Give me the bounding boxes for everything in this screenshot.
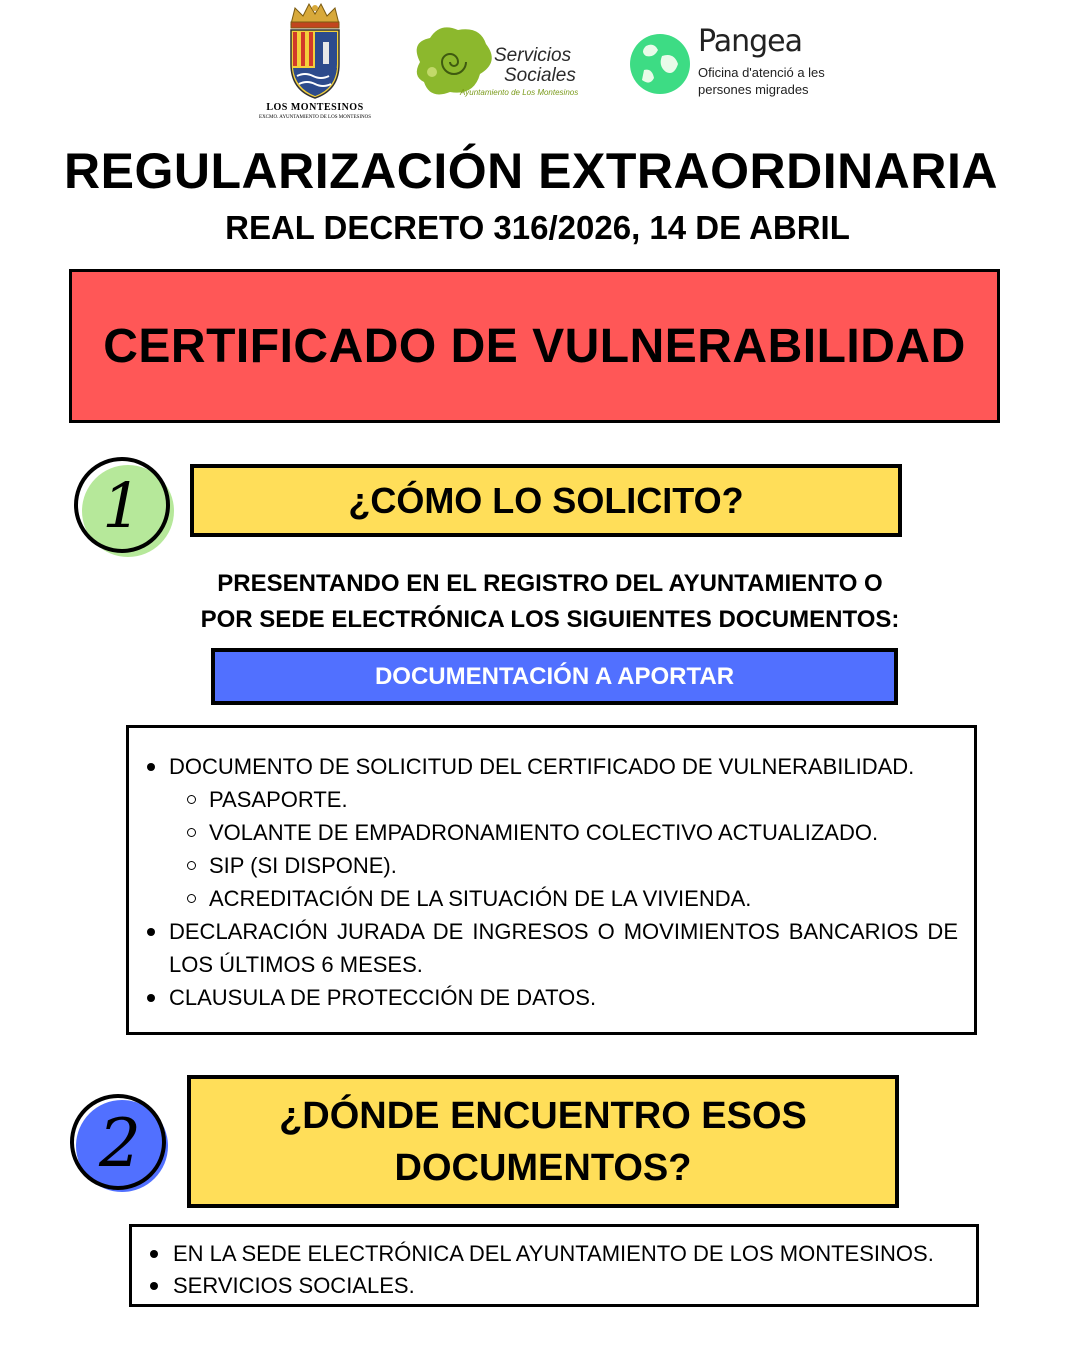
municipality-logo <box>256 2 374 126</box>
pangea-title: Pangea <box>698 24 803 59</box>
list-item: DOCUMENTO DE SOLICITUD DEL CERTIFICADO DE VULNERABILIDAD. <box>145 750 958 783</box>
municipality-name: LOS MONTESINOS <box>266 102 364 113</box>
where-documents-heading <box>187 1075 899 1208</box>
social-services-line3: Ayuntamiento de Los Montesinos <box>460 88 579 97</box>
decree-subtitle: REAL DECRETO 316/2026, 14 DE ABRIL <box>225 209 850 246</box>
step-1-badge <box>74 455 178 559</box>
social-services-logo <box>410 22 590 102</box>
certificate-banner-text: CERTIFICADO DE VULNERABILIDAD <box>103 319 966 373</box>
social-services-line1: Servicios <box>494 45 572 66</box>
documentation-label <box>211 648 898 705</box>
locations-list-box <box>129 1224 979 1307</box>
where-documents-line2: DOCUMENTOS? <box>394 1146 692 1189</box>
globe-icon <box>628 32 692 96</box>
municipality-subtitle: EXCMO. AYUNTAMIENTO DE LOS MONTESINOS <box>259 115 371 120</box>
documentation-label-text: DOCUMENTACIÓN A APORTAR <box>374 662 735 690</box>
how-to-apply-heading-text: ¿CÓMO LO SOLICITO? <box>348 479 744 521</box>
where-documents-line1: ¿DÓNDE ENCUENTRO ESOS <box>279 1094 807 1137</box>
list-item: EN LA SEDE ELECTRÓNICA DEL AYUNTAMIENTO DE LOS MONTESINOS. <box>148 1238 960 1270</box>
how-to-apply-heading <box>190 464 902 537</box>
application-instructions <box>160 566 940 638</box>
list-item: PASAPORTE. <box>145 783 958 816</box>
list-item: SIP (SI DISPONE). <box>145 849 958 882</box>
list-item: SERVICIOS SOCIALES. <box>148 1270 960 1302</box>
documents-list-box <box>126 725 977 1035</box>
list-item: DECLARACIÓN JURADA DE INGRESOS O MOVIMIENTOS BANCARIOS DE LOS ÚLTIMOS 6 MESES. <box>145 915 958 981</box>
pangea-subtitle: Oficina d'atenció a les persones migrades <box>698 65 825 97</box>
step-2-badge <box>68 1092 172 1196</box>
page-title: REGULARIZACIÓN EXTRAORDINARIA <box>64 143 998 199</box>
step-1-number: 1 <box>102 469 142 542</box>
step-2-number: 2 <box>99 1105 141 1182</box>
pangea-logo <box>628 22 828 102</box>
social-services-line2: Sociales <box>504 65 576 86</box>
instructions-line1: PRESENTANDO EN EL REGISTRO DEL AYUNTAMIENTO O <box>217 570 883 597</box>
locations-list <box>148 1238 960 1302</box>
list-item: ACREDITACIÓN DE LA SITUACIÓN DE LA VIVIENDA. <box>145 882 958 915</box>
instructions-line2: POR SEDE ELECTRÓNICA LOS SIGUIENTES DOCUMENTOS: <box>200 606 900 633</box>
list-item: CLAUSULA DE PROTECCIÓN DE DATOS. <box>145 981 958 1014</box>
certificate-banner <box>69 269 1000 423</box>
documents-list <box>145 750 958 1014</box>
coat-of-arms-icon <box>285 2 345 102</box>
list-item: VOLANTE DE EMPADRONAMIENTO COLECTIVO ACTUALIZADO. <box>145 816 958 849</box>
